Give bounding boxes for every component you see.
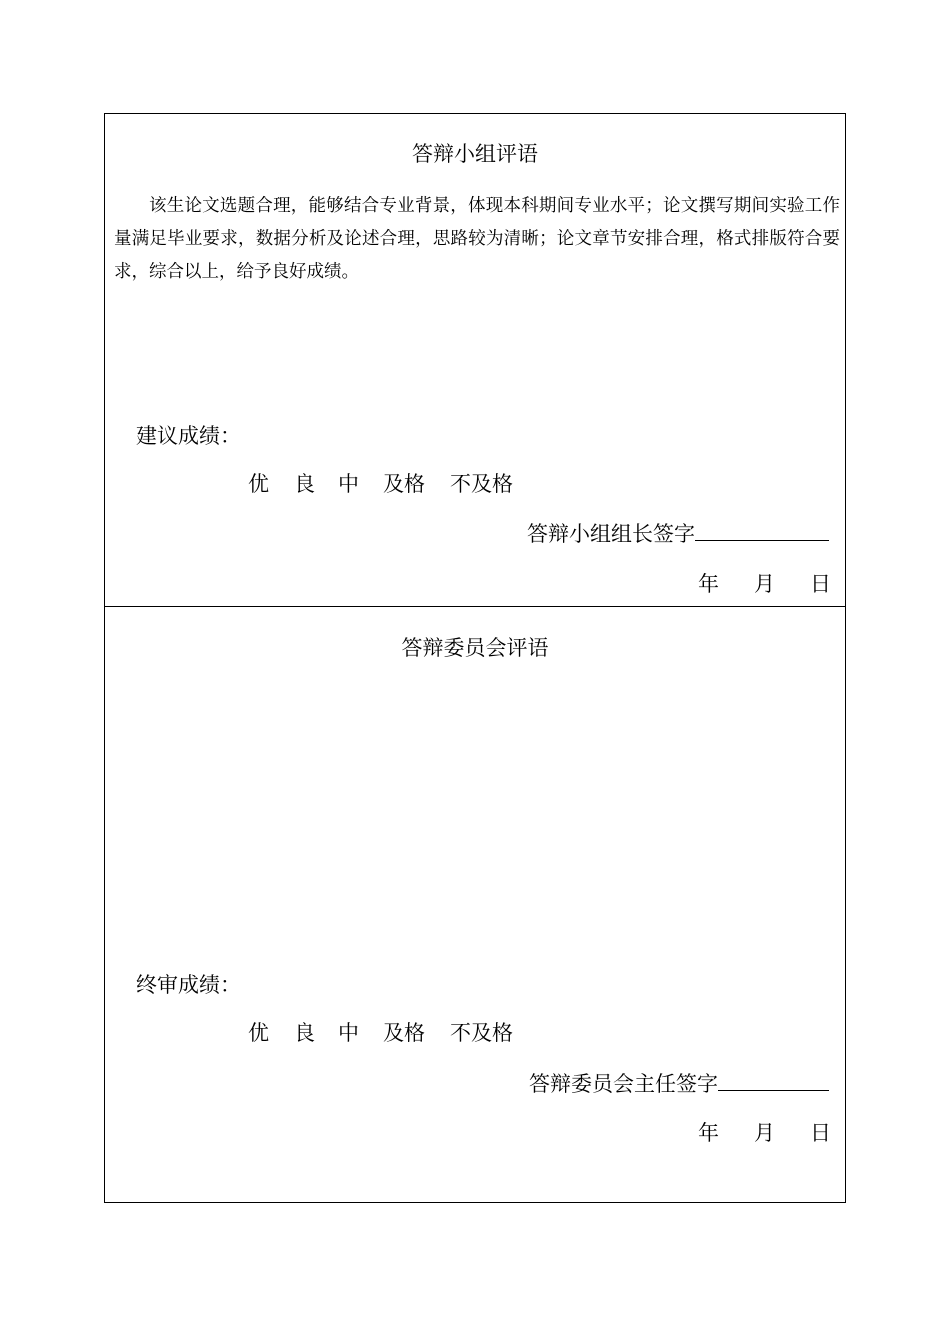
group-date-month: 月 [754,572,775,596]
grade-option-excellent: 优 [248,472,269,496]
grade-option-pass: 及格 [383,1021,425,1045]
group-comment-text: 该生论文选题合理，能够结合专业背景，体现本科期间专业水平；论文撰写期间实验工作量满足毕业要求，数据分析及论述合理，思路较为清晰；论文章节安排合理，格式排版符合要求，综合以上，给予良好成绩。 [114,196,840,282]
grade-option-fail: 不及格 [450,472,513,496]
group-grade-options [248,468,513,498]
committee-grade-options [248,1017,513,1047]
committee-date-year: 年 [698,1121,719,1145]
evaluation-form-table [104,113,846,1203]
committee-grade-label: 终审成绩： [136,973,241,997]
group-date-row [698,568,831,598]
grade-option-fail: 不及格 [450,1021,513,1045]
committee-section-title: 答辩委员会评语 [401,636,549,660]
group-signature-row [527,518,829,548]
group-section-title: 答辩小组评语 [412,142,538,166]
grade-option-pass: 及格 [383,472,425,496]
section-divider [105,606,845,607]
committee-date-month: 月 [754,1121,775,1145]
committee-date-day: 日 [810,1121,831,1145]
committee-signature-label: 答辩委员会主任签字 [529,1072,718,1096]
committee-signature-row [529,1068,829,1098]
group-signature-label: 答辩小组组长签字 [527,522,695,546]
group-date-day: 日 [810,572,831,596]
group-date-year: 年 [698,572,719,596]
grade-option-excellent: 优 [248,1021,269,1045]
committee-signature-line[interactable] [718,1072,829,1091]
committee-date-row [698,1117,831,1147]
group-signature-line[interactable] [695,522,829,541]
grade-option-good: 良 [294,1021,315,1045]
grade-option-good: 良 [294,472,315,496]
grade-option-medium: 中 [338,1021,359,1045]
group-grade-label: 建议成绩： [136,424,241,448]
grade-option-medium: 中 [338,472,359,496]
